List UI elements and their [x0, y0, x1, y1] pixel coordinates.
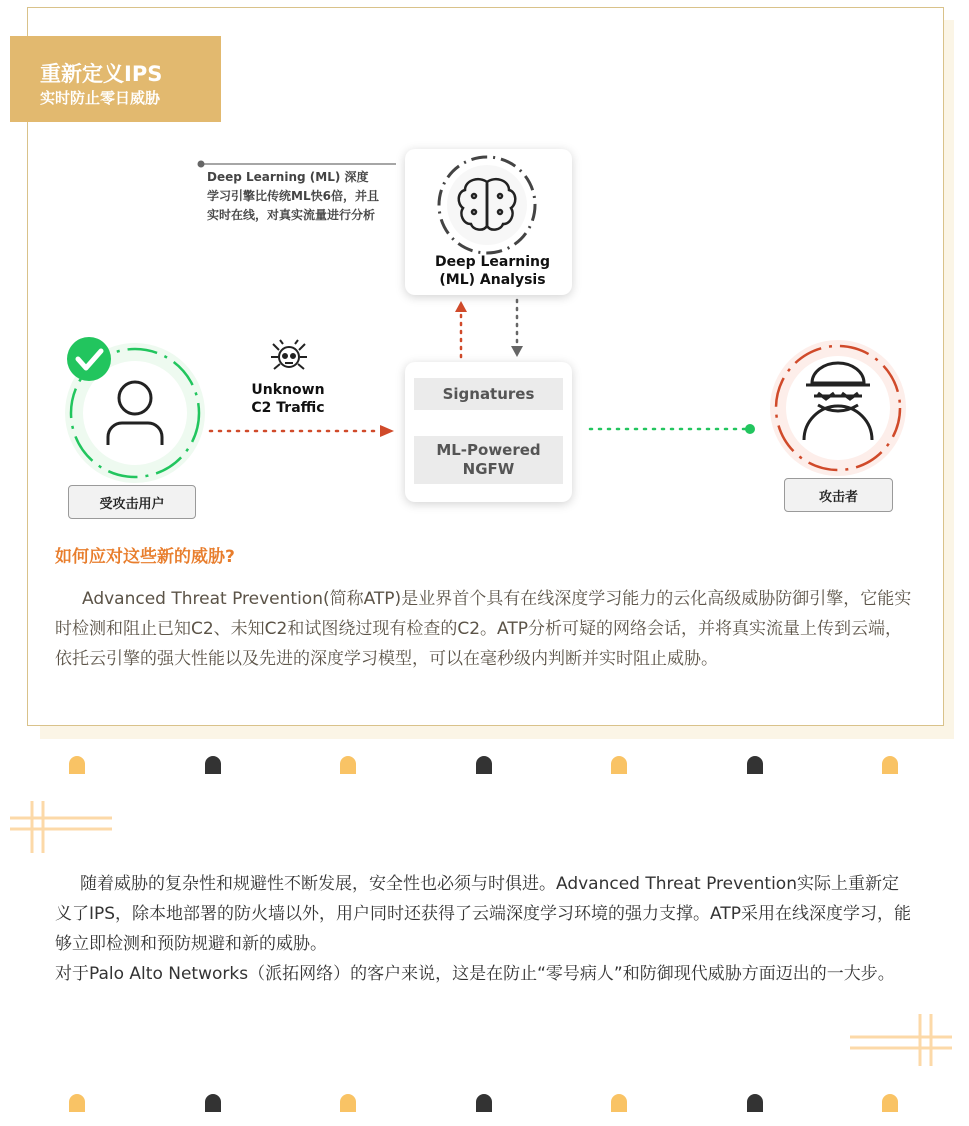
decor-arch: [205, 1094, 221, 1112]
decor-arch: [476, 1094, 492, 1112]
hash-decor-left: [10, 801, 120, 857]
decor-arch: [476, 756, 492, 774]
decor-arch: [747, 1094, 763, 1112]
ml-note: Deep Learning (ML) 深度学习引擎比传统ML快6倍，并且实时在线，对真实流量进行分析: [207, 170, 379, 222]
c2-label-line2: C2 Traffic: [251, 400, 325, 416]
decor-arch: [69, 756, 85, 774]
section-paragraph: Advanced Threat Prevention(简称ATP)是业界首个具有在线深度学习能力的云化高级威胁防御引擎，它能实时检测和阻止已知C2、未知C2和试图绕过现有检查的C2。ATP分析可疑的网络会话，并将真实流量上传到云端，依托云引擎的强大性能以及先进的深度学习模型，可以在毫秒级内判断并实时阻止威胁。: [55, 589, 912, 669]
body-paragraph-2: 对于Palo Alto Networks（派拓网络）的客户来说，这是在防止“零号病人”和防御现代威胁方面迈出的一大步。: [55, 964, 895, 984]
decor-arch: [340, 756, 356, 774]
body-paragraph-1: 随着威胁的复杂性和规避性不断发展，安全性也必须与时俱进。Advanced Threat Prevention实际上重新定义了IPS，除本地部署的防火墙以外，用户同时还获得了云端深度学习环境的强力支撑。ATP采用在线深度学习，能够立即检测和预防规避和新的威胁。: [55, 874, 911, 954]
ml-box-title-line1: Deep Learning: [434, 254, 551, 270]
decor-arch: [882, 1094, 898, 1112]
page-title: 重新定义IPS: [40, 62, 163, 86]
section-heading: 如何应对这些新的威胁?: [55, 547, 235, 567]
note-leader-dot: [198, 161, 205, 168]
decor-arch: [882, 756, 898, 774]
decor-arch: [340, 1094, 356, 1112]
page-subtitle: 实时防止零日威胁: [40, 89, 161, 107]
c2-label-line1: Unknown: [251, 382, 325, 398]
decor-arch: [69, 1094, 85, 1112]
atp-diagram: [0, 0, 969, 540]
signatures-block: Signatures: [414, 378, 563, 410]
ml-ngfw-line2: NGFW: [462, 460, 515, 478]
decor-arch: [611, 1094, 627, 1112]
skull-bug-icon: [271, 340, 307, 369]
blocked-line-end: [745, 424, 755, 434]
decor-arch: [205, 756, 221, 774]
c2-traffic-arrow-head: [380, 425, 394, 437]
decor-arch-row-bottom: [0, 1094, 969, 1114]
hash-decor-right: [850, 1012, 960, 1068]
ml-box-title-line2: (ML) Analysis: [439, 272, 546, 288]
decor-arch-row-top: [0, 756, 969, 776]
decor-arch: [747, 756, 763, 774]
attacker-label: 攻击者: [784, 478, 893, 512]
verdict-arrow-head: [511, 346, 523, 357]
upload-arrow-head: [455, 301, 467, 312]
check-icon: [67, 337, 111, 381]
ml-box-title: [405, 253, 580, 289]
c2-traffic-label: [238, 381, 338, 417]
ml-ngfw-line1: ML-Powered: [436, 441, 541, 459]
victim-label: 受攻击用户: [68, 485, 196, 519]
decor-arch: [611, 756, 627, 774]
ml-ngfw-block: [414, 436, 563, 484]
